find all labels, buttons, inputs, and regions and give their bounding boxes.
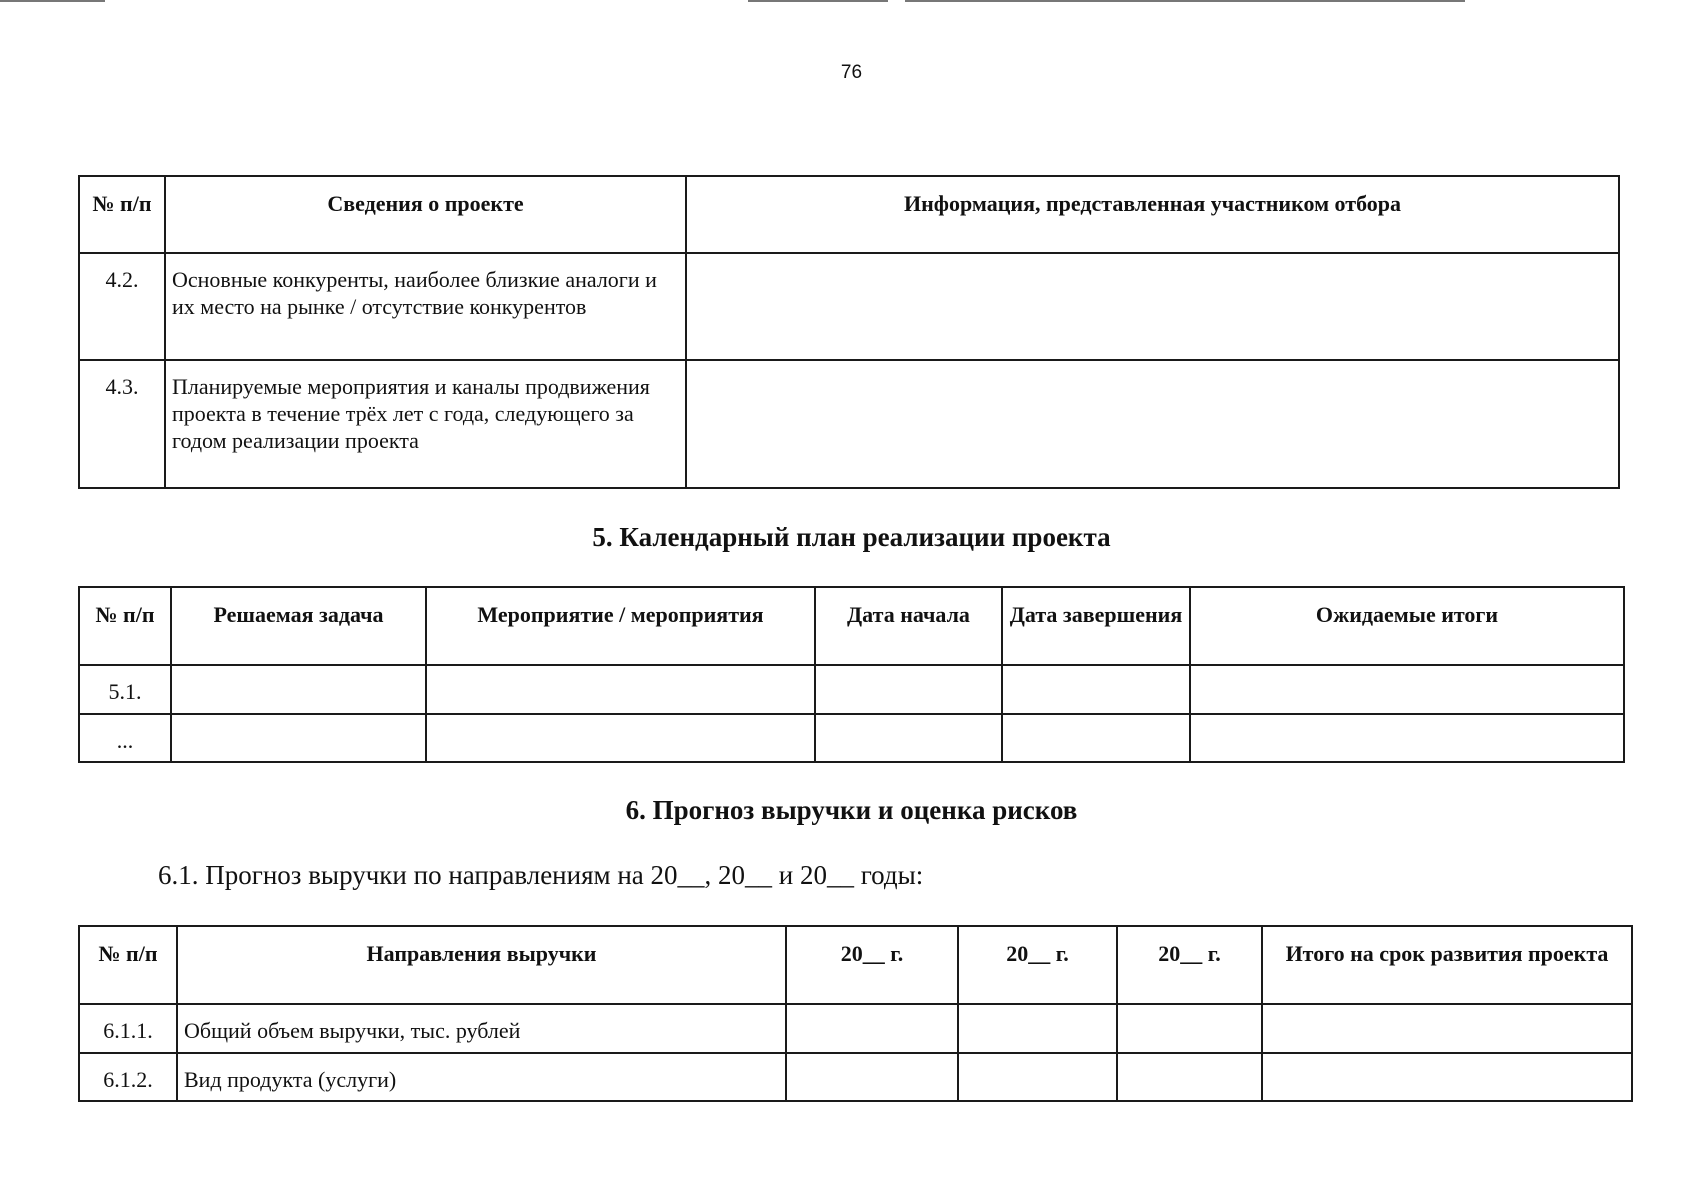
- table-row: [79, 360, 1619, 488]
- direction-cell: Общий объем выручки, тыс. рублей: [177, 1004, 786, 1053]
- year-3-cell[interactable]: [1117, 1053, 1262, 1101]
- top-rule-right: [905, 0, 1465, 2]
- table-row: [79, 253, 1619, 360]
- year-1-cell[interactable]: [786, 1053, 958, 1101]
- start-date-cell[interactable]: [815, 714, 1002, 762]
- revenue-forecast-table: [78, 925, 1633, 1102]
- row-number: 5.1.: [79, 665, 171, 714]
- row-answer-cell[interactable]: [686, 253, 1619, 360]
- row-project-info: Планируемые мероприятия и каналы продвижения проекта в течение трёх лет с года, следующего за годом реализации проекта: [165, 360, 686, 488]
- header-start-date: Дата начала: [815, 587, 1002, 665]
- total-cell[interactable]: [1262, 1004, 1632, 1053]
- section-6-title: 6. Прогноз выручки и оценка рисков: [625, 795, 1078, 825]
- row-answer-cell[interactable]: [686, 360, 1619, 488]
- header-year-3: 20__ г.: [1117, 926, 1262, 1004]
- header-number: № п/п: [79, 587, 171, 665]
- header-event: Мероприятие / мероприятия: [426, 587, 815, 665]
- project-info-table: [78, 175, 1620, 489]
- row-number: 6.1.2.: [79, 1053, 177, 1101]
- event-cell[interactable]: [426, 714, 815, 762]
- total-cell[interactable]: [1262, 1053, 1632, 1101]
- result-cell[interactable]: [1190, 714, 1624, 762]
- header-year-1: 20__ г.: [786, 926, 958, 1004]
- year-1-cell[interactable]: [786, 1004, 958, 1053]
- table-row: [79, 1053, 1632, 1101]
- end-date-cell[interactable]: [1002, 665, 1190, 714]
- row-number: 4.3.: [79, 360, 165, 488]
- row-number: 6.1.1.: [79, 1004, 177, 1053]
- row-number: ...: [79, 714, 171, 762]
- header-expected-results: Ожидаемые итоги: [1190, 587, 1624, 665]
- result-cell[interactable]: [1190, 665, 1624, 714]
- header-task: Решаемая задача: [171, 587, 426, 665]
- top-rule-center: [748, 0, 888, 2]
- section-6-subtitle: 6.1. Прогноз выручки по направлениям на 20__, 20__ и 20__ годы:: [158, 860, 924, 890]
- task-cell[interactable]: [171, 665, 426, 714]
- year-3-cell[interactable]: [1117, 1004, 1262, 1053]
- section-5-title: 5. Календарный план реализации проекта: [592, 522, 1111, 552]
- page-number: 76: [840, 62, 863, 83]
- table-header-row: [79, 587, 1624, 665]
- start-date-cell[interactable]: [815, 665, 1002, 714]
- header-total: Итого на срок развития проекта: [1262, 926, 1632, 1004]
- header-number: № п/п: [79, 926, 177, 1004]
- event-cell[interactable]: [426, 665, 815, 714]
- year-2-cell[interactable]: [958, 1053, 1117, 1101]
- header-revenue-direction: Направления выручки: [177, 926, 786, 1004]
- header-year-2: 20__ г.: [958, 926, 1117, 1004]
- row-number: 4.2.: [79, 253, 165, 360]
- header-participant-info: Информация, представленная участником отбора: [686, 176, 1619, 253]
- table-header-row: [79, 926, 1632, 1004]
- table-header-row: [79, 176, 1619, 253]
- task-cell[interactable]: [171, 714, 426, 762]
- row-project-info: Основные конкуренты, наиболее близкие аналоги и их место на рынке / отсутствие конкурентов: [165, 253, 686, 360]
- table-row: [79, 714, 1624, 762]
- header-number: № п/п: [79, 176, 165, 253]
- direction-cell: Вид продукта (услуги): [177, 1053, 786, 1101]
- header-project-info: Сведения о проекте: [165, 176, 686, 253]
- end-date-cell[interactable]: [1002, 714, 1190, 762]
- table-row: [79, 1004, 1632, 1053]
- top-rule-left: [0, 0, 105, 2]
- year-2-cell[interactable]: [958, 1004, 1117, 1053]
- header-end-date: Дата завершения: [1002, 587, 1190, 665]
- table-row: [79, 665, 1624, 714]
- calendar-plan-table: [78, 586, 1625, 763]
